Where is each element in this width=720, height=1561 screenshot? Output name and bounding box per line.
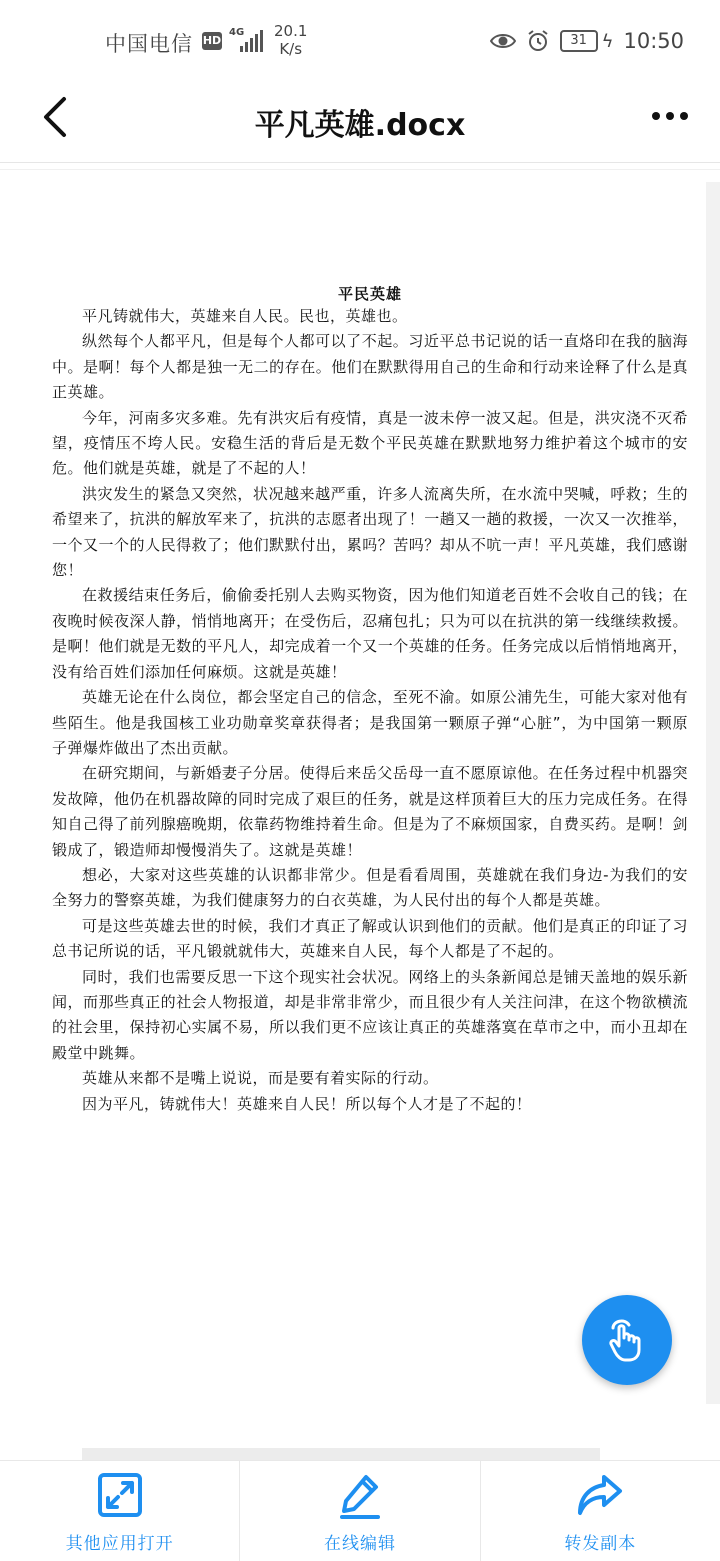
app-header — [0, 80, 720, 160]
doc-paragraph: 可是这些英雄去世的时候，我们才真正了解或认识到他们的贡献。他们是真正的印证了习总书记所说的话，平凡锻就就伟大，英雄来自人民，每个人都是了不起的。 — [52, 916, 688, 961]
doc-paragraph: 同时，我们也需要反思一下这个现实社会状况。网络上的头条新闻总是铺天盖地的娱乐新闻，而那些真正的社会人物报道，却是非常非常少，而且很少有人关注问津，在这个物欲横流的社会里，保持初心实属不易，所以我们更不应该让真正的英雄落寞在草市之中，而小丑却在殿堂中跳舞。 — [52, 967, 688, 1062]
network-speed — [274, 22, 307, 58]
doc-paragraph: 洪灾发生的紧急又突然，状况越来越严重，许多人流离失所，在水流中哭喊，呼救；生的希望来了，抗洪的解放军来了，抗洪的志愿者出现了！一趟又一趟的救援，一次又一次推举，一个又一个的人民得救了；他们默默付出，累吗？苦吗？却从不吭一声！平凡英雄，我们感谢您！ — [52, 484, 688, 580]
forward-copy-label: 转发副本 — [564, 1534, 637, 1554]
doc-paragraph: 想必，大家对这些英雄的认识都非常少。但是看看周围，英雄就在我们身边-为我们的安全努力的警察英雄，为我们健康努力的白衣英雄，为人民付出的每个人都是英雄。 — [52, 865, 688, 910]
page-title: 平凡英雄.docx — [254, 108, 466, 143]
doc-paragraph: 英雄无论在什么岗位，都会坚定自己的信念，至死不渝。如原公浦先生，可能大家对他有些陌生。他是我国核工业功勋章奖章获得者；是我国第一颗原子弹“心脏”，为中国第一颗原子弹爆炸做出了杰出贡献。 — [52, 688, 688, 757]
hd-badge: HD — [202, 32, 222, 50]
share-forward-icon — [576, 1471, 624, 1519]
online-edit-label: 在线编辑 — [323, 1534, 396, 1554]
touch-mode-button[interactable] — [582, 1295, 672, 1385]
edit-pen-icon — [336, 1471, 384, 1519]
open-with-other-app-label: 其他应用打开 — [65, 1534, 174, 1554]
doc-paragraph: 英雄从来都不是嘴上说说，而是要有着实际的行动。 — [82, 1069, 439, 1088]
battery-level: 31 — [560, 30, 598, 52]
network-speed-unit: K/s — [279, 40, 303, 58]
eye-comfort-icon — [490, 31, 516, 51]
clock-time: 10:50 — [623, 29, 684, 53]
alarm-icon — [526, 29, 550, 53]
doc-paragraph: 平凡铸就伟大，英雄来自人民。民也，英雄也。 — [82, 307, 408, 325]
open-external-icon — [96, 1471, 144, 1519]
bottom-toolbar — [0, 1460, 720, 1561]
tap-hand-icon — [605, 1316, 649, 1364]
forward-copy-button[interactable] — [481, 1461, 720, 1561]
document-body — [52, 304, 688, 1117]
vertical-scrollbar[interactable] — [706, 182, 720, 1404]
network-speed-value: 20.1 — [274, 22, 308, 40]
more-options-icon[interactable] — [650, 110, 690, 122]
online-edit-button[interactable] — [240, 1461, 480, 1561]
doc-paragraph: 在研究期间，与新婚妻子分居。使得后来岳父岳母一直不愿原谅他。在任务过程中机器突发故障，他仍在机器故障的同时完成了艰巨的任务，就是这样顶着巨大的压力完成任务。在得知自己得了前列腺癌晚期，依靠药物维持着生命。但是为了不麻烦国家，自费买药。是啊！剑锻成了，锻造师却慢慢消失了。这就是英雄！ — [52, 764, 688, 859]
document-viewer[interactable] — [0, 170, 706, 1450]
doc-paragraph: 在救援结束任务后，偷偷委托别人去购买物资，因为他们知道老百姓不会收自己的钱；在夜晚时候夜深人静，悄悄地离开；在受伤后，忍痛包扎；只为可以在抗洪的第一线继续救援。是啊！他们就是无数的平凡人，却完成着一个又一个英雄的任务。任务完成以后悄悄地离开，没有给百姓们添加任何麻烦。这就是英雄！ — [52, 586, 688, 681]
header-divider — [0, 162, 720, 163]
signal-strength-icon — [240, 30, 266, 52]
doc-paragraph: 纵然每个人都平凡，但是每个人都可以了不起。习近平总书记说的话一直烙印在我的脑海中。是啊！每个人都是独一无二的存在。他们在默默得用自己的生命和行动来诠释了什么是真正英雄。 — [52, 332, 688, 402]
open-with-other-app-button[interactable] — [0, 1461, 240, 1561]
document-title: 平民英雄 — [337, 285, 402, 303]
status-right — [490, 28, 684, 54]
charging-icon: ϟ — [601, 30, 614, 52]
doc-paragraph: 今年，河南多灾多难。先有洪灾后有疫情，真是一波未停一波又起。但是，洪灾浇不灭希望，疫情压不垮人民。安稳生活的背后是无数个平民英雄在默默地努力维护着这个城市的安危。他们就是英雄，就是了不起的人！ — [52, 408, 688, 478]
carrier-name: 中国电信 — [105, 32, 193, 56]
doc-paragraph: 因为平凡，铸就伟大！英雄来自人民！所以每个人才是了不起的！ — [82, 1094, 532, 1113]
network-type: 4G — [229, 27, 245, 38]
horizontal-scrollbar[interactable] — [82, 1448, 600, 1460]
status-bar — [0, 0, 720, 80]
